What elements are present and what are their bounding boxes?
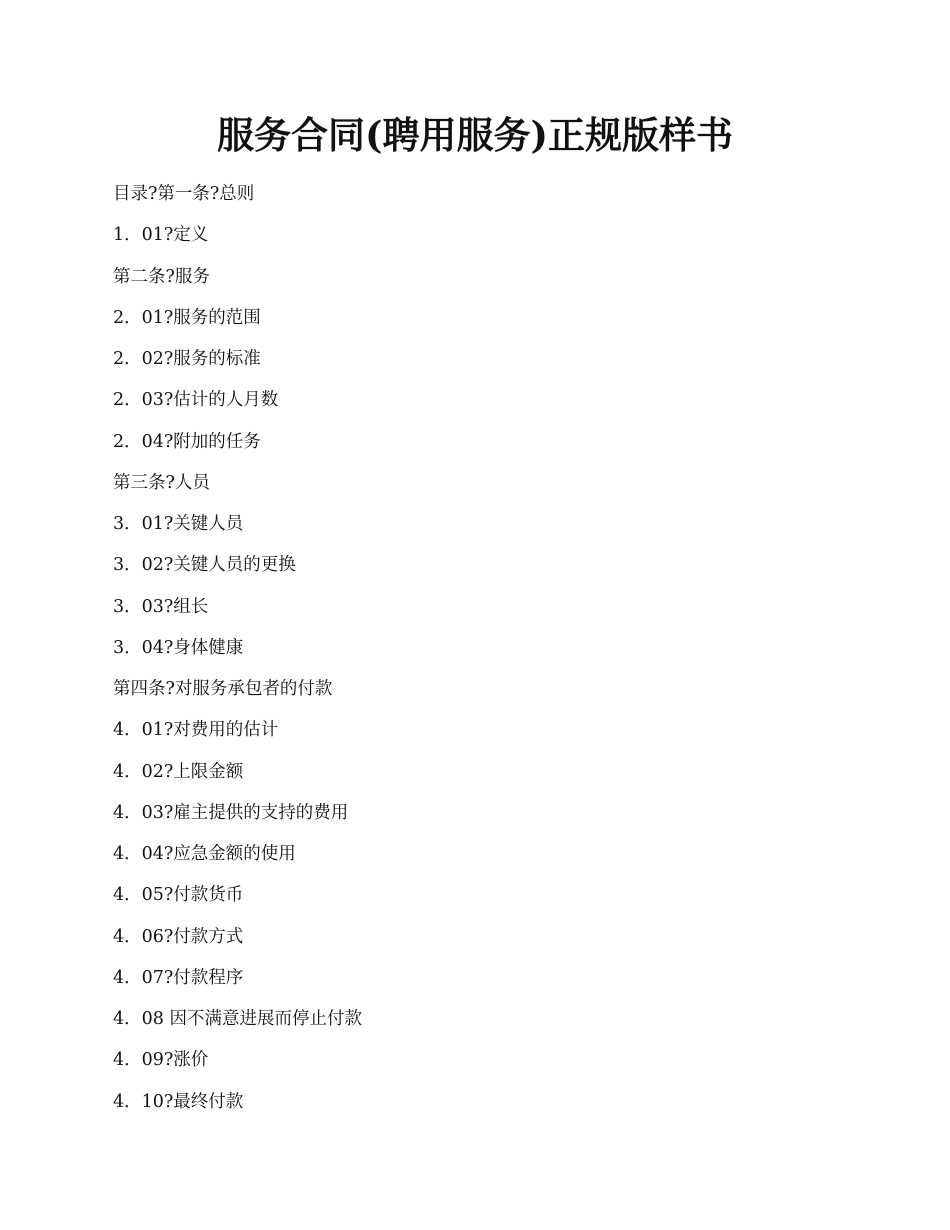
toc-line: 4．10?最终付款 [113, 1091, 244, 1112]
toc-line: 4．03?雇主提供的支持的费用 [113, 802, 349, 823]
table-of-contents [113, 181, 873, 1130]
document-title: 服务合同(聘用服务)正规版样书 [216, 113, 733, 157]
toc-line: 2．02?服务的标准 [113, 349, 261, 369]
toc-line: 4．02?上限金额 [113, 761, 244, 782]
toc-line: 1．01?定义 [113, 225, 209, 246]
toc-line: 3．03?组长 [113, 596, 209, 617]
toc-line: 4．01?对费用的估计 [113, 720, 279, 741]
toc-line: 第二条?服务 [113, 266, 210, 287]
toc-line: 2．03?估计的人月数 [113, 390, 279, 411]
toc-line: 2．01?服务的范围 [113, 307, 261, 328]
toc-line: 2．04?附加的任务 [113, 431, 261, 452]
toc-line: 4．08 因不满意进展而停止付款 [113, 1009, 362, 1029]
toc-line: 3．04?身体健康 [113, 637, 244, 658]
toc-line: 4．06?付款方式 [113, 926, 244, 947]
toc-line: 3．02?关键人员的更换 [113, 555, 296, 576]
toc-line: 第四条?对服务承包者的付款 [113, 679, 333, 699]
toc-line: 第三条?人员 [113, 472, 210, 493]
toc-line: 4．09?涨价 [113, 1050, 209, 1071]
toc-line: 4．04?应急金额的使用 [113, 844, 296, 864]
toc-line: 4．05?付款货币 [113, 885, 244, 906]
toc-line: 3．01?关键人员 [113, 514, 244, 534]
toc-line: 4．07?付款程序 [113, 967, 244, 988]
toc-line: 目录?第一条?总则 [113, 184, 255, 204]
